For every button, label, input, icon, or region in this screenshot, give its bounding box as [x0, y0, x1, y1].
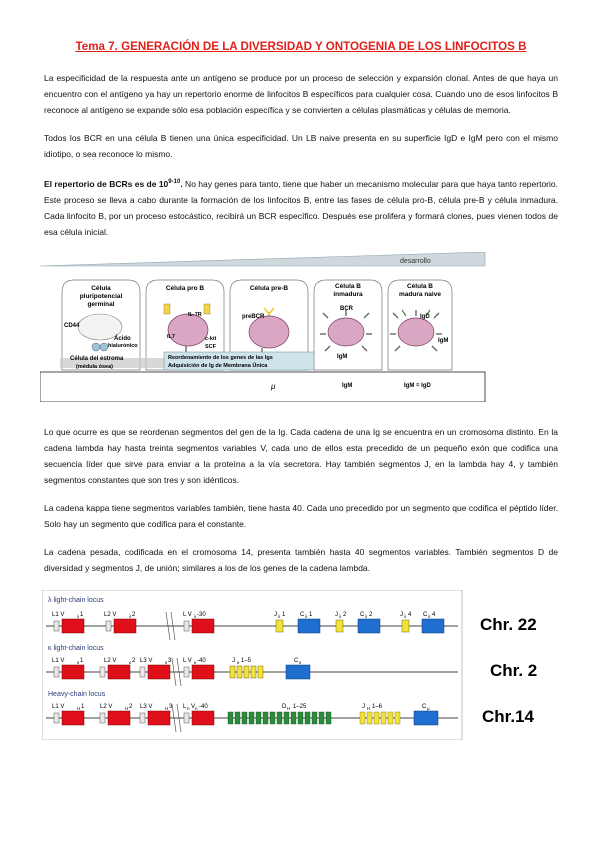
svg-text:J: J [400, 611, 403, 618]
svg-text:Ácido: Ácido [114, 335, 131, 342]
svg-text:2: 2 [369, 611, 373, 618]
svg-text:BCR: BCR [340, 305, 353, 312]
svg-text:IgD: IgD [420, 313, 430, 320]
svg-text:IL7: IL7 [167, 333, 175, 340]
svg-text:germinal: germinal [87, 300, 115, 308]
svg-text:n: n [187, 705, 190, 711]
svg-text:1–6: 1–6 [372, 703, 383, 710]
svg-text:4: 4 [432, 611, 436, 618]
svg-text:SCF: SCF [205, 343, 216, 350]
svg-text:Reordenamiento de los genes de: Reordenamiento de los genes de las Igs [168, 354, 273, 361]
svg-text:Célula pre-B: Célula pre-B [249, 284, 289, 292]
svg-text:pluripotencial: pluripotencial [79, 292, 123, 300]
svg-text:IgM = IgD: IgM = IgD [404, 382, 431, 389]
page-title: Tema 7. GENERACIÓN DE LA DIVERSIDAD Y ONTOGENIA DE LOS LINFOCITOS B [75, 40, 527, 53]
svg-text:D: D [282, 703, 287, 710]
immature-b-cell [328, 318, 364, 346]
svg-text:λ: λ [194, 613, 197, 619]
svg-text:hialurónico: hialurónico [108, 342, 138, 349]
svg-text:H: H [125, 705, 129, 711]
pro-b-cell [168, 311, 208, 346]
ig-loci-diagram [42, 590, 572, 740]
svg-text:c-kit: c-kit [205, 335, 217, 342]
pre-b-cell [249, 316, 289, 348]
svg-text:C: C [422, 703, 427, 710]
svg-text:L1 V: L1 V [52, 657, 65, 664]
svg-text:L2 V: L2 V [104, 611, 117, 618]
svg-text:-30: -30 [197, 611, 206, 618]
svg-text:L3 V: L3 V [140, 703, 153, 710]
svg-text:V: V [191, 703, 196, 710]
svg-text:H: H [165, 705, 169, 711]
svg-text:3: 3 [168, 657, 172, 664]
paragraph-3-bold: El repertorio de BCRs es de 10$^{9-10}$. [44, 178, 183, 189]
chr22-label: Chr. 22 [480, 614, 537, 634]
paragraph-3: El repertorio de BCRs es de 10$^{9-10}$. No hay genes para tanto, tiene que haber un mecanismo molecular para que haya tanto repertorio. Este proceso se lleva a cabo durante la formación de los linfocitos B, entre las fases de célula pro-B, célula pre-B y célula inmadura. Cada linfocito B, por un proceso estocástico, recibirá un BCR específico. Después ese prolifera y formará clones, pues vienen todos de esa célula inicial. [44, 178, 558, 237]
svg-text:4: 4 [408, 611, 412, 618]
paragraph-1: La especificidad de la respuesta ante un antígeno se produce por un proceso de selección y expansión clonal. Antes de que haya un encuentro con el antígeno ya hay un repertorio enorme de linfocitos B específicos para cualquier cosa. Cuando uno de esos linfocitos B reconoce al antígeno se expande sólo esa población específica y se convierten a células plasmáticas y células de memoria. [44, 73, 558, 115]
svg-text:L V: L V [183, 611, 192, 618]
svg-text:J: J [232, 657, 235, 664]
svg-text:H: H [287, 705, 291, 711]
svg-text:Célula pro B: Célula pro B [165, 284, 205, 292]
svg-text:μ: μ [271, 381, 276, 391]
paragraph-6: La cadena pesada, codificada en el cromosoma 14, presenta también hasta 40 segmentos variables. También segmentos D de diversidad y segmentos J, de unión; similares a los de los genes de la cadena lambda. [44, 546, 558, 573]
svg-text:κ: κ [129, 659, 132, 665]
svg-text:Célula: Célula [91, 284, 111, 292]
svg-text:n: n [195, 705, 198, 711]
document-page [44, 40, 558, 740]
svg-text:λ: λ [305, 613, 308, 619]
svg-text:C: C [294, 657, 299, 664]
svg-text:IgM: IgM [342, 382, 353, 389]
svg-text:L3 V: L3 V [140, 657, 153, 664]
svg-text:1: 1 [80, 611, 84, 618]
svg-text:-40: -40 [199, 703, 208, 710]
svg-text:1: 1 [80, 657, 84, 664]
svg-text:C: C [423, 611, 428, 618]
svg-text:IgM: IgM [337, 353, 348, 360]
svg-text:2: 2 [132, 611, 136, 618]
ig-loci-figure [42, 590, 572, 740]
svg-text:Adquisición de Ig de Membrana: Adquisición de Ig de Membrana Única [168, 362, 268, 369]
svg-text:λ light-chain locus: λ light-chain locus [48, 596, 104, 604]
svg-text:H: H [77, 705, 81, 711]
paragraph-2: Todos los BCR en una célula B tienen una única especificidad. Un LB naive presenta en su superficie IgD e IgM pero con el mismo idiotipo, o sea reconoce lo mismo. [44, 133, 558, 159]
svg-text:2: 2 [132, 657, 136, 664]
svg-text:Heavy-chain locus: Heavy-chain locus [48, 690, 106, 698]
cell-box-mature-naive-b [388, 280, 452, 370]
svg-text:2: 2 [129, 703, 133, 710]
svg-text:κ: κ [77, 659, 80, 665]
svg-text:κ: κ [194, 659, 197, 665]
svg-text:J: J [362, 703, 365, 710]
svg-text:λ: λ [404, 613, 407, 619]
svg-text:λ: λ [428, 613, 431, 619]
b-cell-development-diagram [40, 252, 554, 402]
svg-text:-40: -40 [197, 657, 206, 664]
paragraph-5: La cadena kappa tiene segmentos variables también, tiene hasta 40. Cada uno precedido por un segmento que codifica el péptido líder. Solo hay un segmento que codifica para el constante. [44, 502, 558, 529]
mature-b-cell [398, 318, 434, 346]
svg-text:μ: μ [427, 705, 430, 711]
svg-text:κ: κ [299, 659, 302, 665]
svg-text:λ: λ [278, 613, 281, 619]
chr2-label: Chr. 2 [490, 660, 538, 680]
svg-text:λ: λ [77, 613, 80, 619]
cell-box-immature-b [314, 280, 382, 370]
svg-text:L: L [183, 703, 187, 710]
svg-text:κ: κ [237, 659, 240, 665]
svg-text:L2 V: L2 V [100, 703, 113, 710]
svg-text:1: 1 [282, 611, 286, 618]
svg-text:CD44: CD44 [64, 322, 80, 329]
svg-text:J: J [335, 611, 338, 618]
svg-text:1–25: 1–25 [293, 703, 307, 710]
b-cell-development-figure [40, 252, 554, 402]
svg-text:3: 3 [169, 703, 173, 710]
svg-text:L V: L V [183, 657, 192, 664]
svg-text:J: J [274, 611, 277, 618]
svg-text:λ: λ [339, 613, 342, 619]
svg-text:1: 1 [309, 611, 313, 618]
svg-text:2: 2 [343, 611, 347, 618]
svg-text:Célula del estroma: Célula del estroma [70, 355, 124, 362]
svg-text:1–5: 1–5 [241, 657, 252, 664]
svg-text:L2 V: L2 V [104, 657, 117, 664]
paragraph-4: Lo que ocurre es que se reordenan segmentos del gen de la Ig. Cada cadena de una Ig se encuentra en un cromosoma distinto. En la cadena lambda hay hasta treinta segmentos variables V, cada uno de ellos esta precedido de un pequeño exón que codifica una secuencia líder que sirve para enviar a la proteína a la vía secretora. Hay también segmentos J, en la lambda hay 4, y también segmentos constantes que son tres y son idénticos. [44, 426, 558, 485]
desarrollo-label: desarrollo [400, 257, 431, 265]
svg-text:L1 V: L1 V [52, 611, 65, 618]
svg-text:C: C [360, 611, 365, 618]
svg-text:C: C [300, 611, 305, 618]
svg-text:IgM: IgM [438, 337, 449, 344]
svg-text:λ: λ [365, 613, 368, 619]
chr14-label: Chr.14 [482, 706, 534, 726]
svg-text:madura naive: madura naive [399, 290, 441, 298]
svg-text:λ: λ [129, 613, 132, 619]
svg-text:H: H [367, 705, 371, 711]
svg-text:κ: κ [165, 659, 168, 665]
svg-text:(médula ósea): (médula ósea) [76, 363, 113, 370]
svg-text:Célula B: Célula B [406, 282, 434, 290]
svg-text:inmadura: inmadura [333, 290, 363, 298]
svg-text:κ light-chain locus: κ light-chain locus [48, 644, 104, 652]
svg-text:1: 1 [81, 703, 85, 710]
svg-text:Célula B: Célula B [334, 282, 362, 290]
svg-text:preBCR: preBCR [242, 313, 265, 320]
svg-text:L1 V: L1 V [52, 703, 65, 710]
svg-text:IL-7R: IL-7R [188, 311, 202, 318]
